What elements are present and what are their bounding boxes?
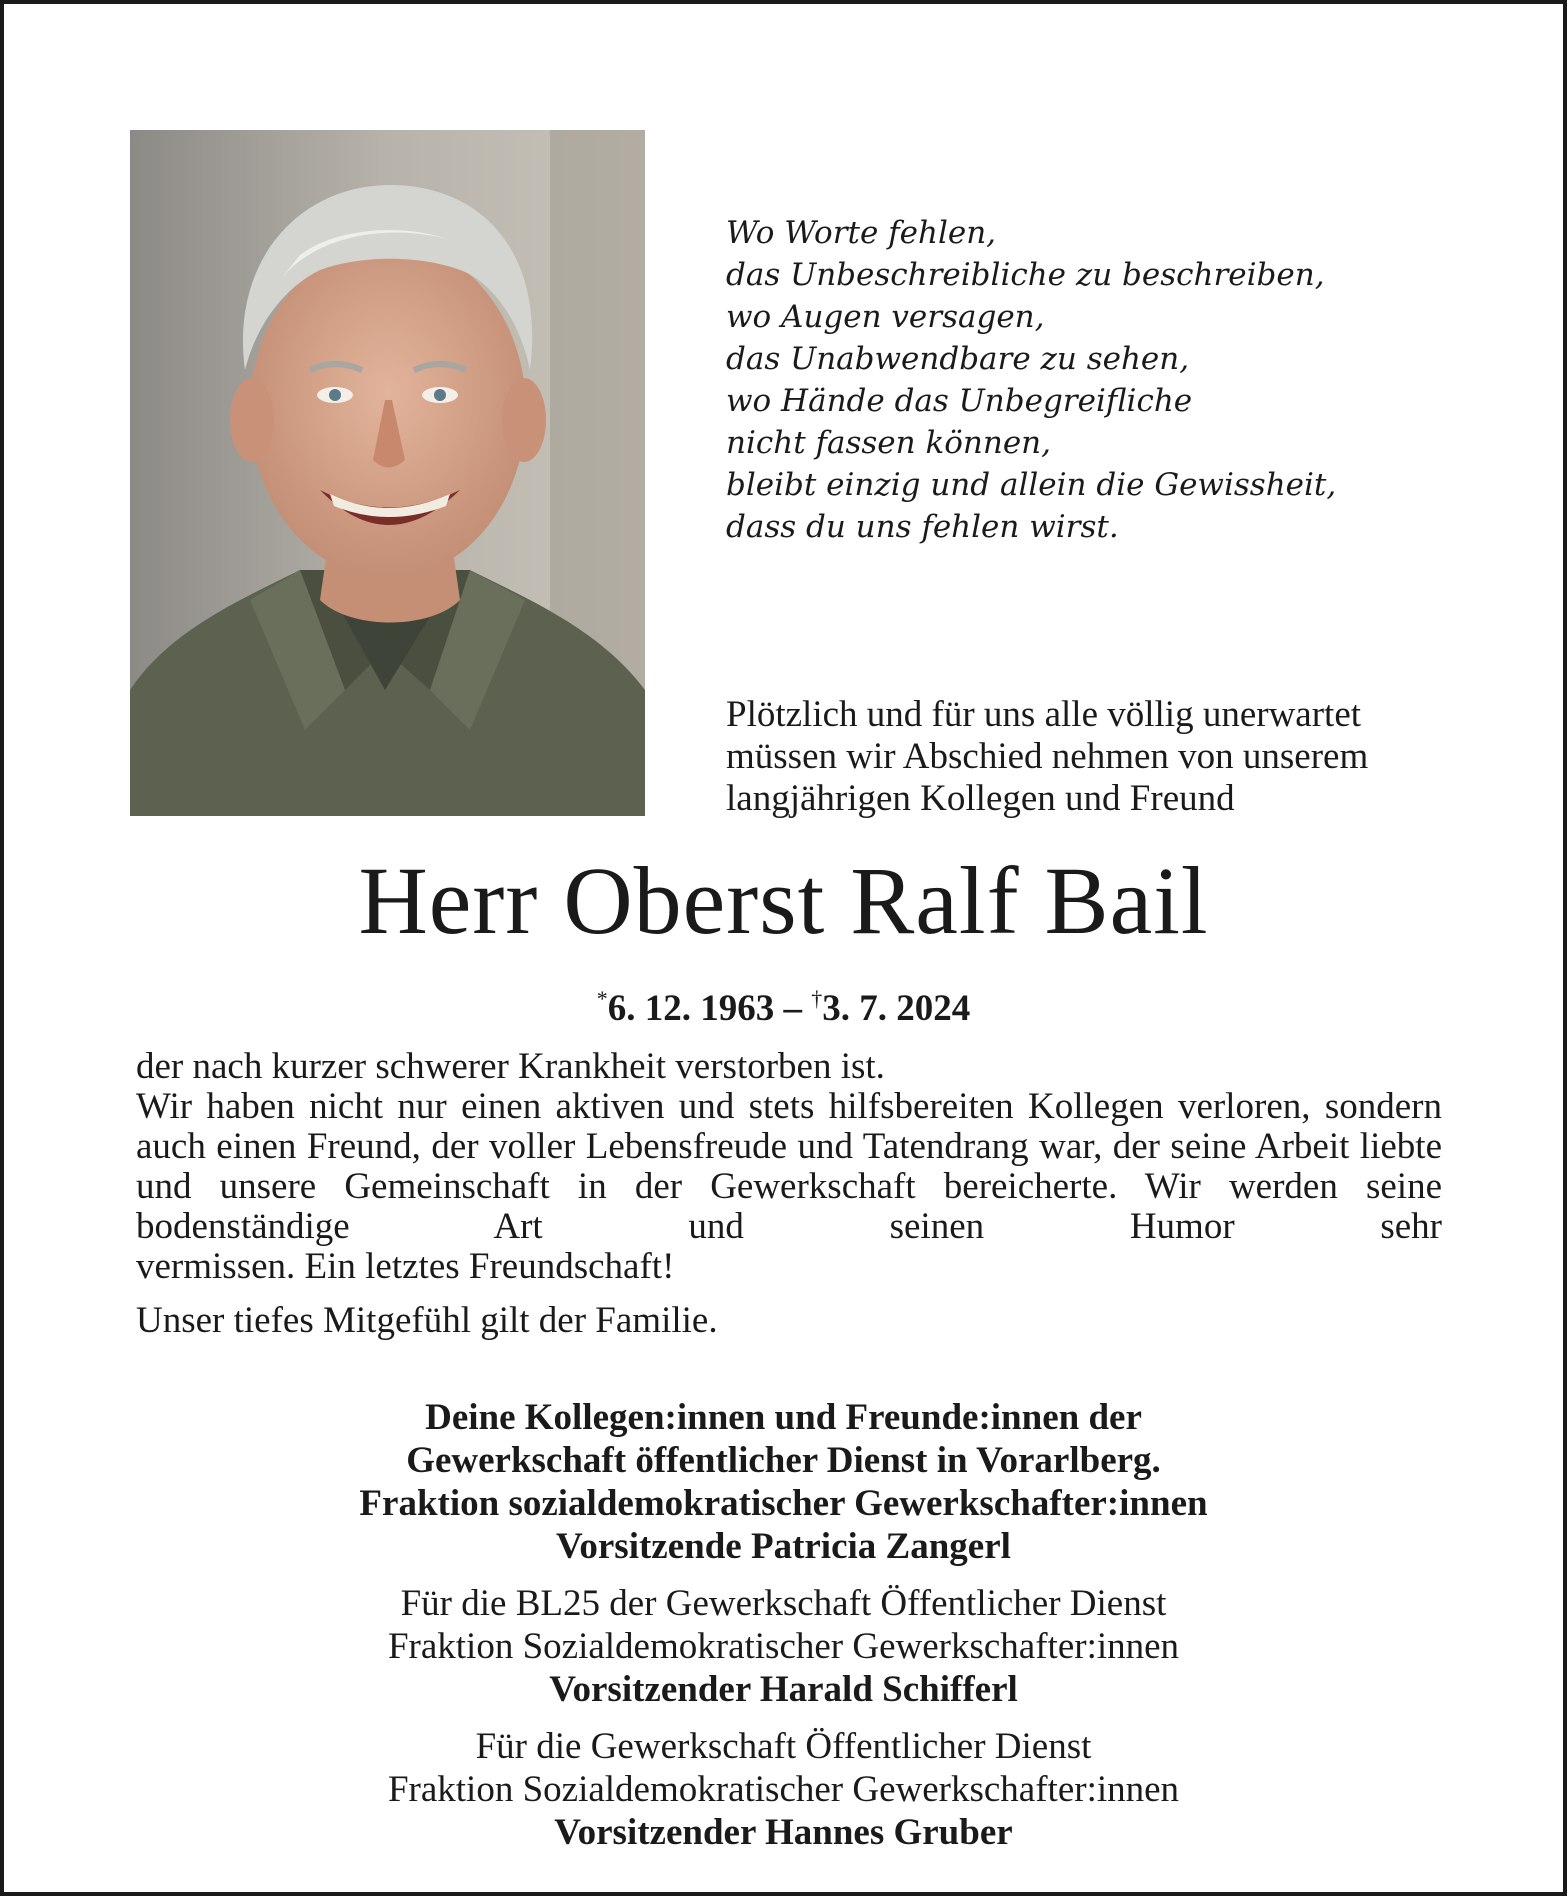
intro-line: müssen wir Abschied nehmen von unserem [726,736,1369,777]
signature-chair: Vorsitzender Harald Schifferl [549,1669,1018,1710]
signature-line: Deine Kollegen:innen und Freunde:innen der [425,1397,1142,1438]
date-separator: – [774,988,812,1029]
signature-line: Fraktion Sozialdemokratischer Gewerkschafter:innen [387,1769,1180,1810]
obituary-body [136,1047,1442,1341]
body-first-line: der nach kurzer schwerer Krankheit verstorben ist. [136,1046,885,1087]
poem-line: Wo Worte fehlen, [726,215,997,251]
portrait-photo [130,130,645,816]
intro-line: langjährigen Kollegen und Freund [726,778,1235,819]
deceased-name: Herr Oberst Ralf Bail [358,847,1209,954]
signature-line: Fraktion sozialdemokratischer Gewerkschafter:innen [359,1483,1208,1524]
sympathy-line: Unser tiefes Mitgefühl gilt der Familie. [136,1300,718,1341]
body-paragraph: Wir haben nicht nur einen aktiven und stets hilfsbereiten Kollegen verloren, sondern auch einen Freund, der voller Lebensfreude und Tatendrang war, der seine Arbeit liebte und unsere Gemeinschaft in der Gewerkschaft bereicherte. Wir werden seine bodenständige Art und seinen Humor sehr [136,1086,1442,1247]
signature-line: Für die Gewerkschaft Öffentlicher Dienst [475,1726,1092,1767]
signatures [4,1396,1563,1868]
life-dates [4,974,1563,1034]
poem-line: das Unabwendbare zu sehen, [726,341,1190,377]
signature-group-2 [4,1582,1563,1711]
signature-chair: Vorsitzender Hannes Gruber [554,1812,1013,1853]
poem-line: nicht fassen können, [726,425,1052,461]
poem-line: wo Hände das Unbegreifliche [726,383,1193,419]
poem-line: bleibt einzig und allein die Gewissheit, [726,467,1337,503]
signature-line: Fraktion Sozialdemokratischer Gewerkschafter:innen [387,1626,1180,1667]
signature-line: Für die BL25 der Gewerkschaft Öffentlicher Dienst [400,1583,1167,1624]
intro-text [726,694,1446,820]
poem-line: dass du uns fehlen wirst. [726,509,1119,545]
signature-line: Gewerkschaft öffentlicher Dienst in Vorarlberg. [406,1440,1161,1481]
poem-line: wo Augen versagen, [726,299,1045,335]
birth-symbol: * [596,986,608,1011]
portrait-illustration [130,130,645,816]
signature-group-1 [4,1396,1563,1568]
intro-line: Plötzlich und für uns alle völlig unerwartet [726,694,1362,735]
poem-line: das Unbeschreibliche zu beschreiben, [726,257,1325,293]
birth-date: 6. 12. 1963 [607,988,775,1029]
signature-chair: Vorsitzende Patricia Zangerl [556,1526,1011,1567]
body-last-line: vermissen. Ein letztes Freundschaft! [136,1246,675,1287]
death-date: 3. 7. 2024 [822,988,971,1029]
death-symbol: † [811,986,823,1011]
signature-group-3 [4,1725,1563,1854]
poem [726,212,1486,548]
